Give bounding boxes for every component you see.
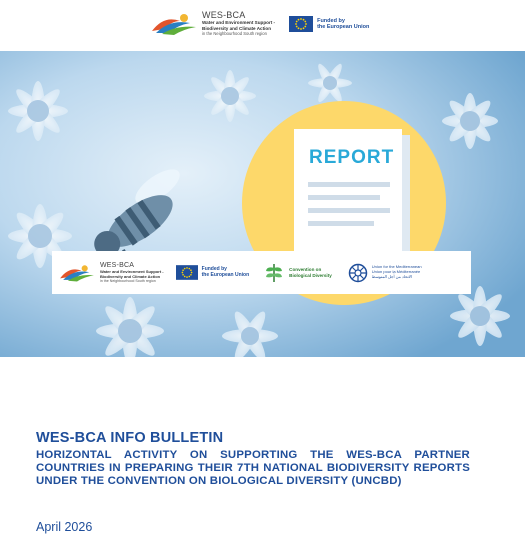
eu-funded-line-1: Funded by <box>317 17 345 24</box>
strip-wes-subtitle-2: Biodiversity and Climate Action <box>100 273 161 279</box>
strip-cbd-line-1: Convention on <box>289 267 322 272</box>
cbd-leaf-icon <box>263 262 285 284</box>
hero-illustration <box>0 51 525 357</box>
bulletin-subtitle: HORIZONTAL ACTIVITY ON SUPPORTING THE WES-BCA PARTNER COUNTRIES IN PREPARING THEIR 7TH NATIONAL BIODIVERSITY REPORTS UNDER THE CONVENTION ON BIOLOGICAL DIVERSITY (UNCBD) <box>36 449 470 487</box>
wes-bca-logo <box>150 11 275 37</box>
strip-cbd-logo <box>263 262 332 284</box>
strip-ufm-logo <box>348 263 422 283</box>
strip-wes-bca-logo <box>58 262 164 284</box>
ufm-emblem-icon <box>348 263 368 283</box>
wes-bca-region: in the Neighbourhood South region <box>202 31 267 37</box>
eu-flag-icon <box>176 265 198 280</box>
publication-date: April 2026 <box>36 520 93 534</box>
strip-eu-logo <box>176 265 250 280</box>
strip-ufm-line-3: الاتحاد من أجل المتوسط <box>371 273 413 279</box>
strip-eu-line-2: the European Union <box>201 271 250 278</box>
strip-eu-line-1: Funded by <box>201 265 227 272</box>
wes-bca-emblem-icon <box>150 11 198 37</box>
wes-bca-subtitle-2: Biodiversity and Climate Action <box>202 25 272 31</box>
strip-cbd-line-2: Biological Diversity <box>289 272 332 278</box>
strip-ufm-line-1: Union for the Mediterranean <box>371 264 422 270</box>
wes-bca-subtitle-1: Water and Environment Support - <box>202 20 276 26</box>
partner-logo-strip <box>52 251 471 294</box>
header-logos <box>150 7 369 41</box>
eu-flag-icon <box>289 16 313 32</box>
eu-funding-logo <box>289 16 369 32</box>
wes-bca-emblem-icon <box>58 263 96 283</box>
strip-wes-region: in the Neighbourhood South region <box>100 278 156 283</box>
hero-image <box>0 51 525 357</box>
strip-ufm-line-2: Union pour la Méditerranée <box>371 269 421 275</box>
wes-bca-name: WES-BCA <box>202 10 246 21</box>
eu-funded-line-2: the European Union <box>317 24 370 30</box>
strip-wes-subtitle-1: Water and Environment Support - <box>100 268 164 274</box>
report-label: REPORT <box>309 147 395 168</box>
bulletin-title: WES-BCA INFO BULLETIN <box>36 430 224 446</box>
strip-wes-name: WES-BCA <box>100 261 135 269</box>
